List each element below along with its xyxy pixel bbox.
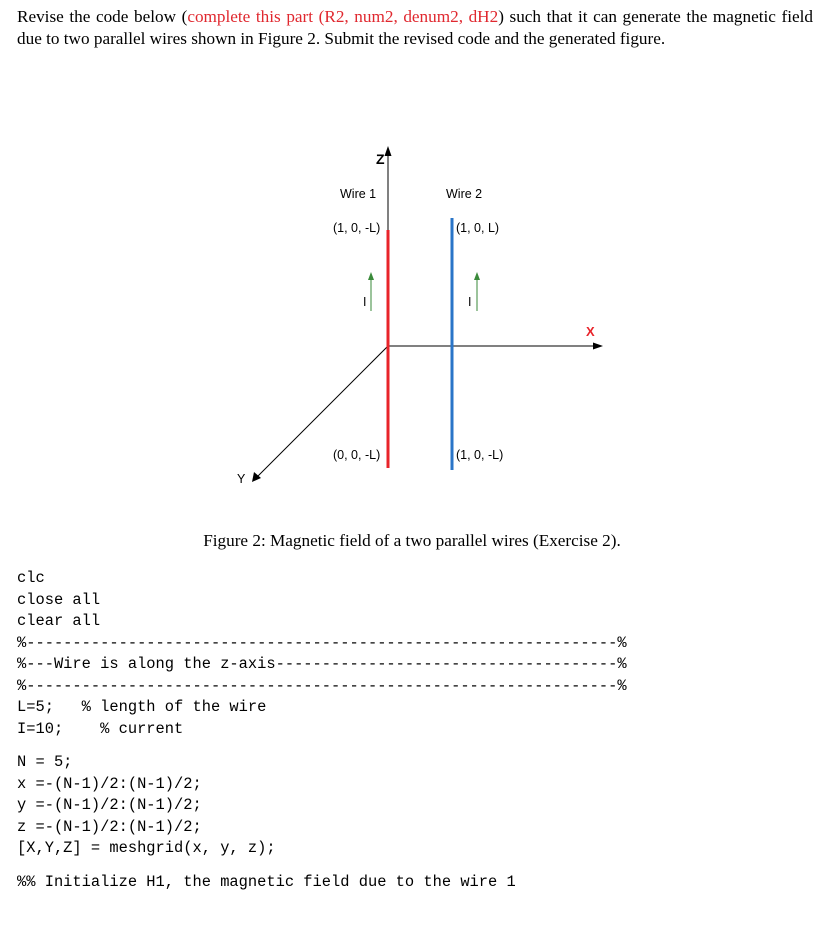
code-listing bbox=[17, 568, 627, 893]
code-line: %----------------------------------------------------------------% bbox=[17, 676, 627, 695]
prompt-highlight: complete this part (R2, num2, denum2, dH2 bbox=[187, 7, 499, 26]
current-arrowhead-2 bbox=[474, 272, 480, 280]
code-blank-line bbox=[17, 740, 627, 752]
code-line: y =-(N-1)/2:(N-1)/2; bbox=[17, 796, 202, 814]
code-line: %----------------------------------------------------------------% bbox=[17, 633, 627, 652]
current-arrowhead-1 bbox=[368, 272, 374, 280]
current-label-2: I bbox=[468, 295, 472, 309]
code-line: [X,Y,Z] = meshgrid(x, y, z); bbox=[17, 839, 276, 857]
code-line: close all bbox=[17, 590, 101, 609]
code-line: L=5; % length of the wire bbox=[17, 698, 267, 716]
y-axis-arrowhead bbox=[252, 472, 261, 482]
code-line: N = 5; bbox=[17, 753, 73, 771]
prompt-lead: Revise the code below ( bbox=[17, 7, 188, 26]
z-axis-arrowhead bbox=[385, 146, 392, 156]
wire-1-label: Wire 1 bbox=[340, 187, 377, 201]
z-axis-label: Z bbox=[376, 151, 385, 167]
wire-1-bottom-coord: (0, 0, -L) bbox=[333, 448, 381, 462]
prompt-tail: ) such that it can generate the magnetic field due to two parallel wires shown in Figure 2. Submit the revised code and the generated figure. bbox=[17, 7, 814, 48]
code-blank-line bbox=[17, 860, 627, 872]
wire-1-top-coord: (1, 0, -L) bbox=[333, 221, 381, 235]
code-line: clear all bbox=[17, 612, 101, 630]
code-line: x =-(N-1)/2:(N-1)/2; bbox=[17, 774, 202, 793]
code-line: z =-(N-1)/2:(N-1)/2; bbox=[17, 817, 202, 836]
current-label-1: I bbox=[363, 295, 367, 309]
y-axis-label: Y bbox=[237, 472, 246, 486]
code-line: clc bbox=[17, 569, 45, 587]
code-line: %% Initialize H1, the magnetic field due to the wire 1 bbox=[17, 872, 516, 891]
x-axis-arrowhead bbox=[593, 343, 603, 350]
wire-2-label: Wire 2 bbox=[446, 187, 483, 201]
wire-2-top-coord: (1, 0, L) bbox=[456, 221, 500, 235]
code-line: %---Wire is along the z-axis-------------------------------------% bbox=[17, 655, 627, 673]
figure-two-wires bbox=[0, 130, 824, 530]
code-line: I=10; % current bbox=[17, 719, 184, 738]
figure-caption: Figure 2: Magnetic field of a two parallel wires (Exercise 2). bbox=[203, 531, 621, 550]
problem-statement bbox=[17, 6, 813, 50]
wire-2-bottom-coord: (1, 0, -L) bbox=[456, 448, 504, 462]
x-axis-label: X bbox=[586, 324, 595, 339]
